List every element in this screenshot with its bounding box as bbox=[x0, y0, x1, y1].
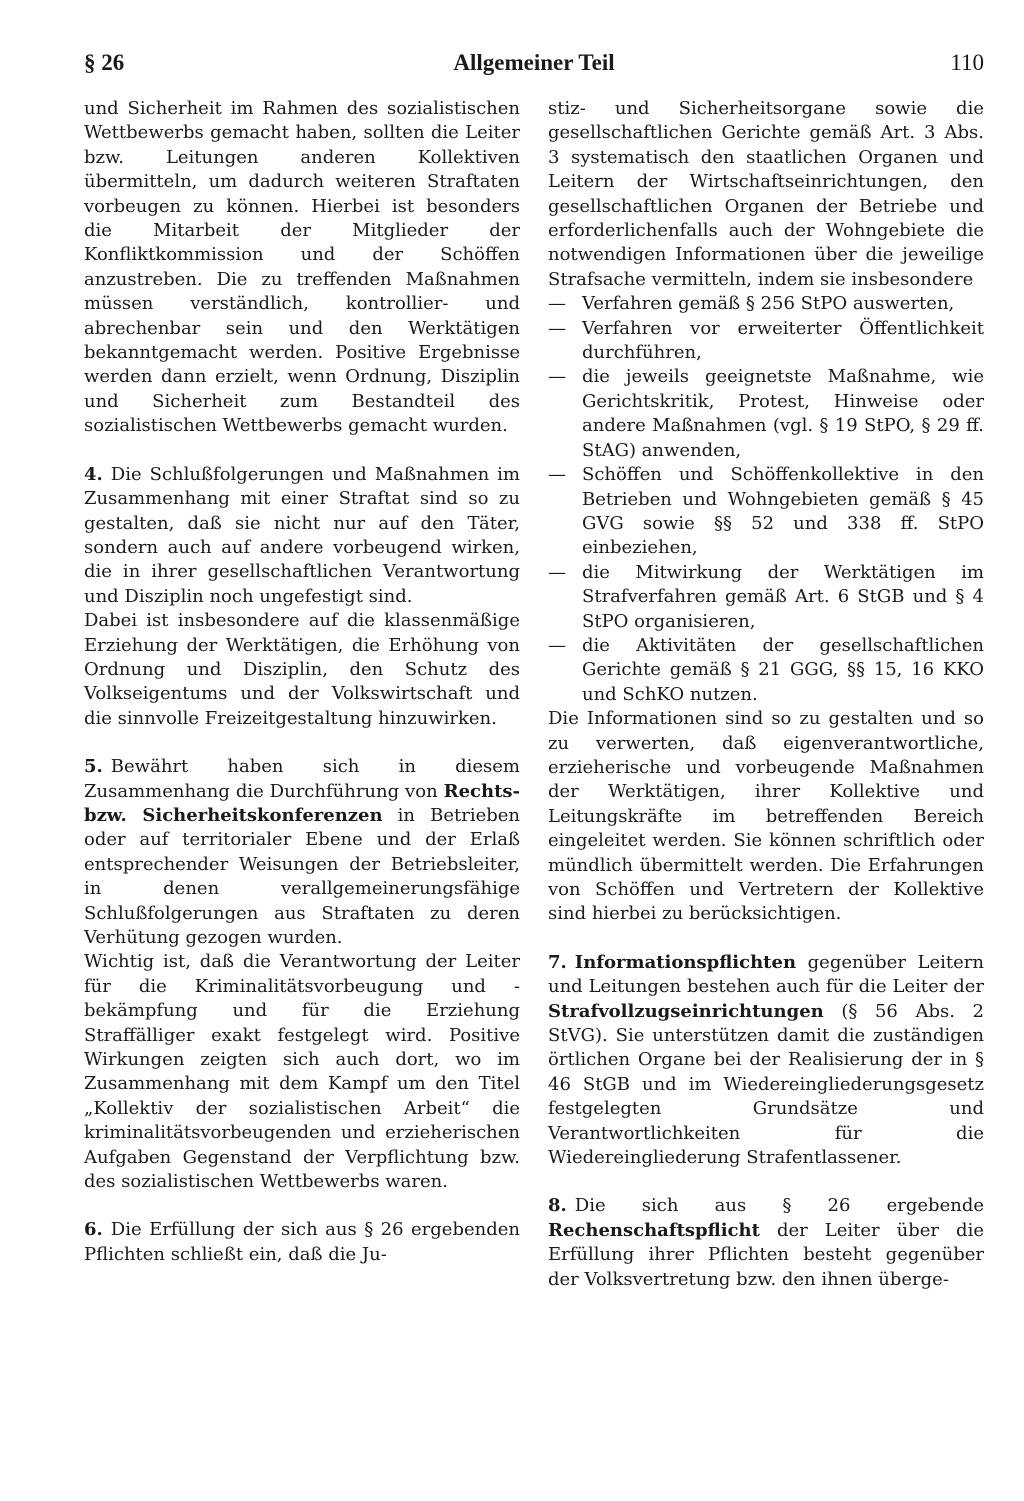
paragraph-gap bbox=[84, 1194, 520, 1218]
section-5-text-b: in Betrieben oder auf territorialer Ebene und der Erlaß entsprechender Weisungen der Betriebsleiter, in denen verallgemeinerungsfähige Schlußfolgerungen aus Straftaten zu deren Verhütung gezogen wurden. bbox=[84, 804, 520, 948]
section-4-paragraph-2: Dabei ist insbesondere auf die klassenmäßige Erziehung der Werktätigen, die Erhöhung von Ordnung und Disziplin, den Schutz des Volkseigentums und der Volkswirtschaft und die sinnvolle Freizeitgestaltung hinzuwirken. bbox=[84, 610, 520, 729]
list-item: — die Aktivitäten der gesellschaftlichen Gerichte gemäß § 21 GGG, §§ 15, 16 KKO und SchKO nutzen. bbox=[548, 634, 984, 707]
section-6-paragraph bbox=[84, 1218, 520, 1267]
paragraph-gap bbox=[84, 731, 520, 755]
running-title: Allgemeiner Teil bbox=[453, 50, 615, 75]
section-6-number: 6. bbox=[84, 1219, 103, 1241]
section-5-number: 5. bbox=[84, 756, 103, 778]
list-item: — die Mitwirkung der Werktätigen im Strafverfahren gemäß Art. 6 StGB und § 4 StPO organisieren, bbox=[548, 561, 984, 634]
section-5-text-a: Bewährt haben sich in diesem Zusammenhang die Durchführung von bbox=[84, 756, 520, 802]
section-7-bold-term-1: Informationspflichten bbox=[574, 951, 797, 973]
section-5-bold-term: Rechts- bzw. Sicherheitskonferenzen bbox=[84, 780, 520, 826]
section-4-paragraph bbox=[84, 463, 520, 609]
section-8-number: 8. bbox=[548, 1195, 567, 1217]
section-8-text-a: Die sich aus § 26 ergebende bbox=[574, 1195, 984, 1217]
paragraph-continuation: stiz- und Sicherheitsorgane sowie die gesellschaftlichen Gerichte gemäß Art. 3 Abs. 3 systematisch den staatlichen Organen und Leitern der Wirtschaftseinrichtungen, den gesellschaftlichen Organen der Betriebe und erforderlichenfalls auch der Wohngebiete die notwendigen Informationen über die jeweilige Strafsache vermitteln, indem sie insbesondere bbox=[548, 98, 984, 290]
page-number: 110 bbox=[950, 50, 984, 75]
paragraph-continuation: und Sicherheit im Rahmen des sozialistischen Wettbewerbs gemacht haben, sollten die Leiter bzw. Leitungen anderen Kollektiven übermitteln, um dadurch weiteren Straftaten vorbeugen zu können. Hierbei ist besonders die Mitarbeit der Mitglieder der Konfliktkommission und der Schöffen anzustreben. Die zu treffenden Maßnahmen müssen verständlich, kontrollier- und abrechenbar sein und den Werktätigen bekanntgemacht werden. Positive Ergebnisse werden dann erzielt, wenn Ordnung, Disziplin und Sicherheit zum Bestandteil des sozialistischen Wettbewerbs gemacht wurden. bbox=[84, 98, 520, 437]
section-7-text-a: gegenüber Leitern und Leitungen bestehen auch für die Leiter der bbox=[548, 951, 984, 998]
section-7-text-b: (§ 56 Abs. 2 StVG). Sie unterstützen damit die zuständigen örtlichen Organe bei der Realisierung der in § 46 StGB und im Wiedereingliederungsgesetz festgelegten Grundsätze und Verantwortlichkeiten für die Wiedereingliederung Strafentlassener. bbox=[548, 1000, 984, 1169]
section-5-paragraph-2: Wichtig ist, daß die Verantwortung der Leiter für die Kriminalitätsvorbeugung und -bekämpfung und für die Erziehung Straffälliger exakt festgelegt wird. Positive Wirkungen zeigten sich auch dort, wo im Zusammenhang mit dem Kampf um den Titel „Kollektiv der sozialistischen Arbeit“ die kriminalitätsvorbeugenden und erzieherischen Aufgaben Gegenstand der Verpflichtung bzw. des sozialistischen Wettbewerbs waren. bbox=[84, 951, 520, 1193]
right-column bbox=[548, 97, 984, 1292]
section-8-bold-term: Rechenschaftspflicht bbox=[548, 1219, 760, 1241]
measures-list bbox=[548, 292, 984, 707]
list-item: — Schöffen und Schöffenkollektive in den Betrieben und Wohngebieten gemäß § 45 GVG sowie §§ 52 und 338 ff. StPO einbeziehen, bbox=[548, 463, 984, 561]
section-8-paragraph bbox=[548, 1194, 984, 1292]
paragraph-gap bbox=[548, 927, 984, 951]
list-item: — die jeweils geeignetste Maßnahme, wie Gerichtskritik, Protest, Hinweise oder andere Maßnahmen (vgl. § 19 StPO, § 29 ff. StAG) anwenden, bbox=[548, 365, 984, 463]
section-8-text-b: der Leiter über die Erfüllung ihrer Pflichten besteht gegenüber der Volksvertretung bzw. den ihnen überge- bbox=[548, 1219, 984, 1290]
section-7-bold-term-2: Strafvollzugseinrichtungen bbox=[548, 1000, 824, 1022]
section-4-number: 4. bbox=[84, 463, 103, 485]
section-reference: § 26 bbox=[84, 50, 125, 75]
paragraph-gap bbox=[84, 439, 520, 463]
information-paragraph: Die Informationen sind so zu gestalten und so zu verwerten, daß eigenverantwortliche, erzieherische und vorbeugende Maßnahmen der Werktätigen, ihrer Kollektive und Leitungskräfte im betreffenden Bereich eingeleitet werden. Sie können schriftlich oder mündlich übermittelt werden. Die Erfahrungen von Schöffen und Vertretern der Kollektive sind hierbei zu berücksichtigen. bbox=[548, 708, 984, 925]
list-item: — Verfahren vor erweiterter Öffentlichkeit durchführen, bbox=[548, 317, 984, 366]
section-6-text: Die Erfüllung der sich aus § 26 ergebenden Pflichten schließt ein, daß die Ju- bbox=[84, 1219, 520, 1265]
paragraph-gap bbox=[548, 1170, 984, 1194]
page-header bbox=[84, 46, 984, 80]
section-7-paragraph bbox=[548, 951, 984, 1171]
section-5-paragraph bbox=[84, 755, 520, 950]
section-7-number: 7. bbox=[548, 951, 567, 973]
left-column bbox=[84, 97, 520, 1267]
section-4-text: Die Schlußfolgerungen und Maßnahmen im Zusammenhang mit einer Straftat sind so zu gestalten, daß sie nicht nur auf den Täter, sondern auch auf andere vorbeugend wirken, die in ihrer gesellschaftlichen Verantwortung und Disziplin noch ungefestigt sind. bbox=[84, 463, 520, 607]
list-item: — Verfahren gemäß § 256 StPO auswerten, bbox=[548, 292, 984, 316]
